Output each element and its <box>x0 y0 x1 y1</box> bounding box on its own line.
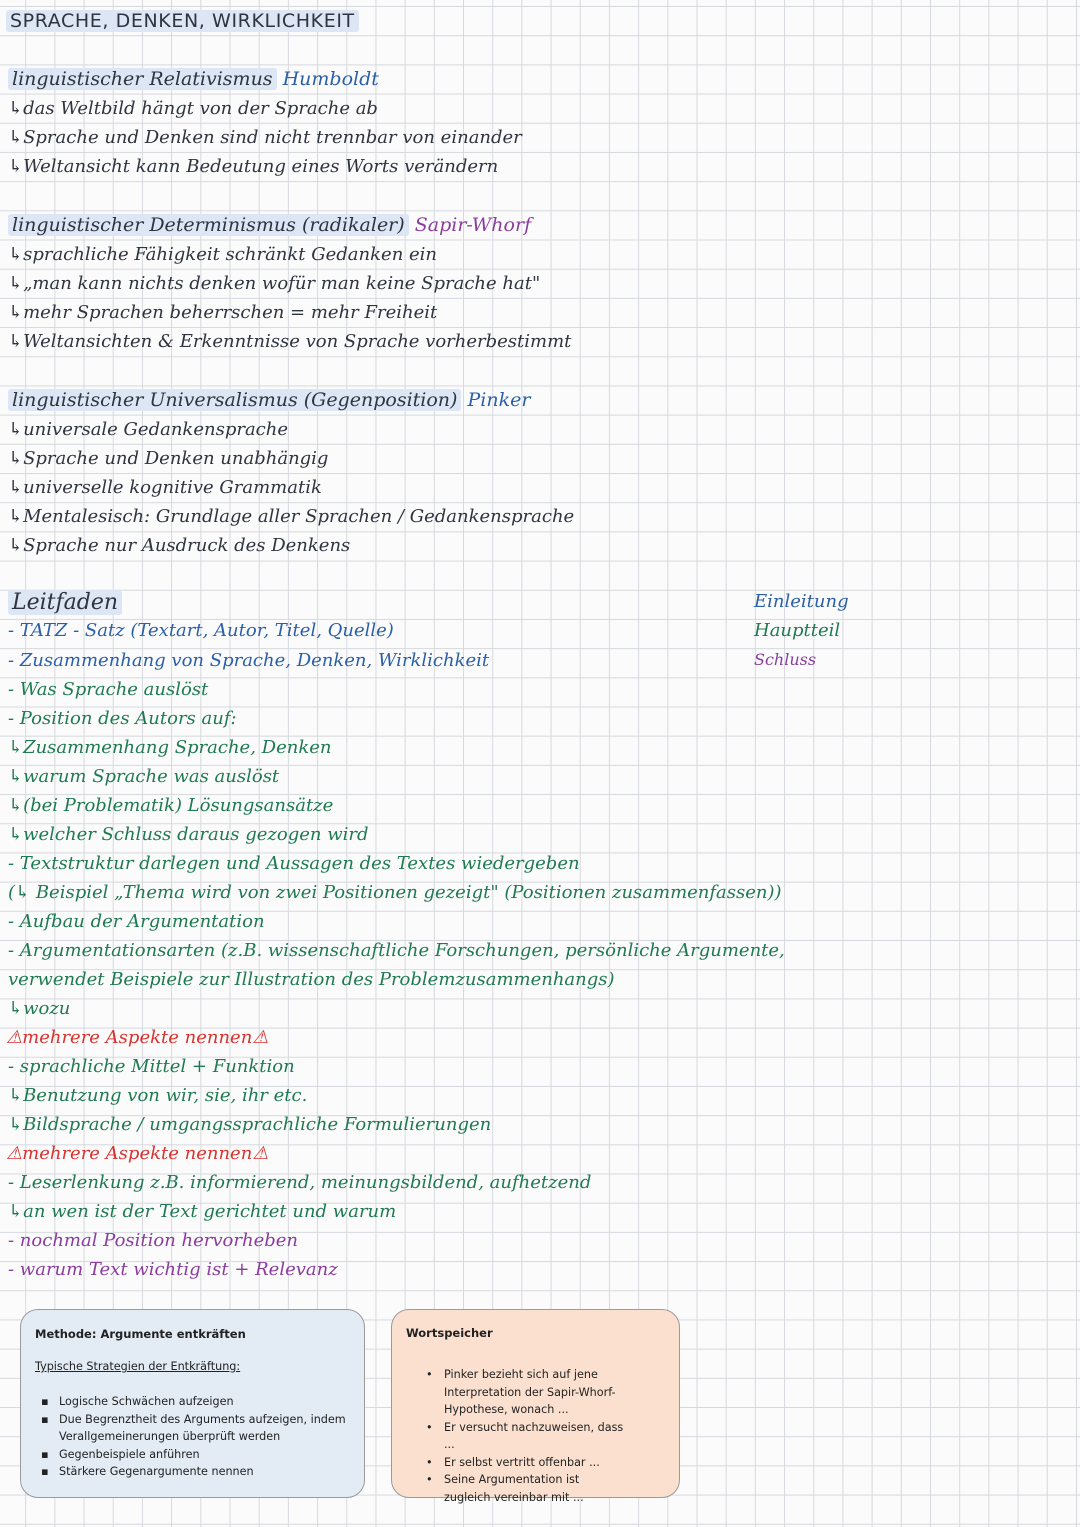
section-determinismus-heading: linguistischer Determinismus (radikaler) Sapir-Whorf <box>8 216 531 235</box>
warning-note: ⚠mehrere Aspekte nennen⚠ <box>6 1143 269 1164</box>
section-universalismus-heading: linguistischer Universalismus (Gegenposition) Pinker <box>8 391 530 410</box>
methode-item: ▪ Gegenbeispiele anführen <box>41 1447 200 1461</box>
leitfaden-hauptteil-line: (↳ Beispiel „Thema wird von zwei Positionen gezeigt" (Positionen zusammenfassen)) <box>8 882 782 903</box>
leitfaden-einleitung-line: - Zusammenhang von Sprache, Denken, Wirklichkeit <box>8 650 490 671</box>
leitfaden-hauptteil-line: - Was Sprache auslöst <box>8 679 209 700</box>
wortspeicher-list <box>426 1366 624 1506</box>
methode-subtitle: Typische Strategien der Entkräftung: <box>35 1360 241 1373</box>
leitfaden-hauptteil-line: - Textstruktur darlegen und Aussagen des Textes wiedergeben <box>8 853 580 874</box>
leitfaden-hauptteil-line: ↳Benutzung von wir, sie, ihr etc. <box>8 1085 308 1106</box>
wortspeicher-card <box>391 1309 680 1504</box>
leitfaden-schluss-line: - warum Text wichtig ist + Relevanz <box>8 1259 338 1280</box>
leitfaden-hauptteil-line: - Leserlenkung z.B. informierend, meinungsbildend, aufhetzend <box>8 1172 592 1193</box>
section-determinismus-line: ↳mehr Sprachen beherrschen = mehr Freiheit <box>8 302 438 323</box>
leitfaden-hauptteil-line: - Position des Autors auf: <box>8 708 237 729</box>
legend-einleitung: Einleitung <box>754 591 849 612</box>
leitfaden-hauptteil-line: ↳warum Sprache was auslöst <box>8 766 280 787</box>
legend-schluss: Schluss <box>754 650 817 669</box>
leitfaden-hauptteil-line: ↳Zusammenhang Sprache, Denken <box>8 737 332 758</box>
methode-title: Methode: Argumente entkräften <box>35 1327 246 1341</box>
leitfaden-hauptteil-line: - Argumentationsarten (z.B. wissenschaftliche Forschungen, persönliche Argumente, <box>8 940 785 961</box>
wortspeicher-item: • Pinker bezieht sich auf jene Interpretation der Sapir-Whorf-Hypothese, wonach ... <box>426 1368 616 1416</box>
methode-item: ▪ Stärkere Gegenargumente nennen <box>41 1465 254 1478</box>
leitfaden-hauptteil-line: ↳wozu <box>8 998 71 1019</box>
section-relativismus-heading: linguistischer Relativismus Humboldt <box>8 70 379 89</box>
section-determinismus-line: ↳Weltansichten & Erkenntnisse von Sprache vorherbestimmt <box>8 331 572 352</box>
section-universalismus-line: ↳Sprache nur Ausdruck des Denkens <box>8 535 351 556</box>
section-universalismus-line: ↳universale Gedankensprache <box>8 419 289 440</box>
methode-item: ▪ Due Begrenztheit des Arguments aufzeigen, indem Verallgemeinerungen überprüft werden <box>41 1412 346 1443</box>
section-relativismus-line: ↳Sprache und Denken sind nicht trennbar von einander <box>8 127 522 148</box>
page-title: SPRACHE, DENKEN, WIRKLICHKEIT <box>6 12 359 31</box>
leitfaden-schluss-line: - nochmal Position hervorheben <box>8 1230 299 1251</box>
leitfaden-hauptteil-line: ↳Bildsprache / umgangssprachliche Formulierungen <box>8 1114 492 1135</box>
methode-list <box>41 1393 349 1481</box>
wortspeicher-title: Wortspeicher <box>406 1326 493 1340</box>
wortspeicher-item: • Seine Argumentation ist zugleich vereinbar mit ... <box>426 1473 584 1504</box>
legend-hauptteil: Hauptteil <box>754 620 841 641</box>
methode-item: ▪ Logische Schwächen aufzeigen <box>41 1395 234 1408</box>
leitfaden-einleitung-line: - TATZ - Satz (Textart, Autor, Titel, Quelle) <box>8 620 394 641</box>
section-relativismus-line: ↳das Weltbild hängt von der Sprache ab <box>8 98 378 119</box>
section-universalismus-line: ↳Sprache und Denken unabhängig <box>8 448 329 469</box>
leitfaden-hauptteil-line: - Aufbau der Argumentation <box>8 911 265 932</box>
leitfaden-heading: Leitfaden <box>8 592 122 614</box>
section-universalismus-line: ↳universelle kognitive Grammatik <box>8 477 322 498</box>
warning-note: ⚠mehrere Aspekte nennen⚠ <box>6 1027 269 1048</box>
wortspeicher-item: • Er selbst vertritt offenbar ... <box>426 1455 600 1469</box>
wortspeicher-item: • Er versucht nachzuweisen, dass ... <box>426 1420 624 1451</box>
section-determinismus-line: ↳sprachliche Fähigkeit schränkt Gedanken ein <box>8 244 438 265</box>
leitfaden-hauptteil-line: ↳welcher Schluss daraus gezogen wird <box>8 824 369 845</box>
leitfaden-hauptteil-line: verwendet Beispiele zur Illustration des Problemzusammenhangs) <box>8 969 615 990</box>
leitfaden-hauptteil-line: ↳an wen ist der Text gerichtet und warum <box>8 1201 397 1222</box>
section-relativismus-line: ↳Weltansicht kann Bedeutung eines Worts verändern <box>8 156 499 177</box>
leitfaden-hauptteil-line: ↳(bei Problematik) Lösungsansätze <box>8 795 334 816</box>
section-determinismus-line: ↳„man kann nichts denken wofür man keine Sprache hat" <box>8 273 541 294</box>
methode-card <box>20 1309 365 1498</box>
section-universalismus-line: ↳Mentalesisch: Grundlage aller Sprachen / Gedankensprache <box>8 506 575 527</box>
leitfaden-hauptteil-line: - sprachliche Mittel + Funktion <box>8 1056 295 1077</box>
